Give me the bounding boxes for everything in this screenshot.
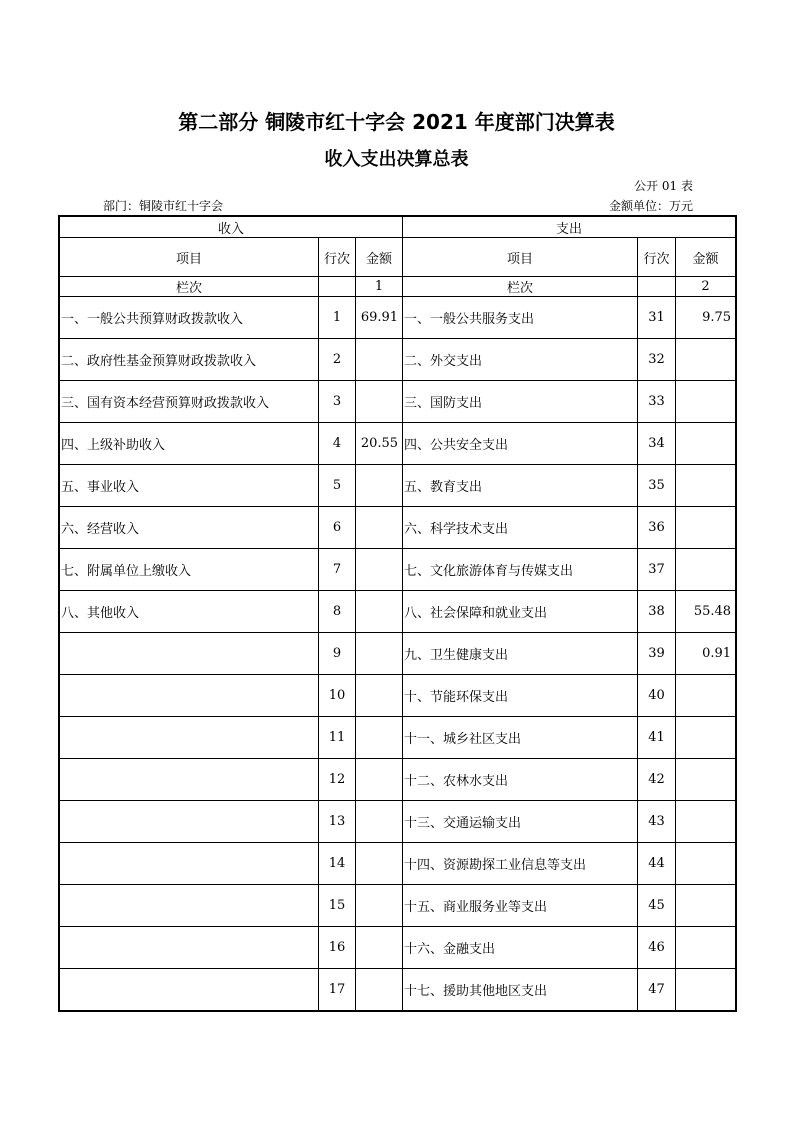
table-row — [60, 717, 736, 759]
income-item-cell — [60, 759, 319, 801]
column-index-row — [60, 277, 736, 297]
income-amount-cell — [356, 717, 403, 759]
income-amount-cell — [356, 801, 403, 843]
table-row — [60, 591, 736, 633]
expense-line-cell: 38 — [638, 591, 676, 633]
expense-item-cell: 十七、援助其他地区支出 — [403, 969, 638, 1011]
income-item-cell — [60, 801, 319, 843]
income-amount-cell — [356, 633, 403, 675]
table-row — [60, 969, 736, 1011]
column-header-row — [60, 238, 736, 277]
expense-line-cell: 39 — [638, 633, 676, 675]
expense-item-cell: 七、文化旅游体育与传媒支出 — [403, 549, 638, 591]
income-line-cell: 15 — [319, 885, 356, 927]
income-expense-table — [59, 216, 736, 1011]
income-item-cell — [60, 969, 319, 1011]
income-item-cell: 八、其他收入 — [60, 591, 319, 633]
expense-line-cell: 41 — [638, 717, 676, 759]
table-row — [60, 759, 736, 801]
income-amount-cell — [356, 381, 403, 423]
income-line-cell: 13 — [319, 801, 356, 843]
expense-amount-cell — [676, 381, 736, 423]
income-line-cell: 9 — [319, 633, 356, 675]
expense-line-cell: 34 — [638, 423, 676, 465]
income-line-cell: 3 — [319, 381, 356, 423]
section-header-row — [60, 217, 736, 238]
income-amount-cell: 69.91 — [356, 297, 403, 339]
table-row — [60, 381, 736, 423]
income-lanci-label: 栏次 — [60, 277, 319, 297]
expense-line-cell: 37 — [638, 549, 676, 591]
expense-amount-cell: 55.48 — [676, 591, 736, 633]
income-amount-cell — [356, 885, 403, 927]
table-row — [60, 339, 736, 381]
expense-amount-cell — [676, 717, 736, 759]
expense-item-cell: 四、公共安全支出 — [403, 423, 638, 465]
expense-item-cell: 十五、商业服务业等支出 — [403, 885, 638, 927]
expense-line-cell: 36 — [638, 507, 676, 549]
expense-lanci-label: 栏次 — [403, 277, 638, 297]
table-row — [60, 549, 736, 591]
income-item-cell: 五、事业收入 — [60, 465, 319, 507]
expense-item-cell: 二、外交支出 — [403, 339, 638, 381]
table-row — [60, 843, 736, 885]
income-item-header: 项目 — [60, 238, 319, 277]
expense-amount-cell — [676, 759, 736, 801]
table-row — [60, 423, 736, 465]
income-line-cell: 8 — [319, 591, 356, 633]
expense-line-cell: 46 — [638, 927, 676, 969]
expense-lanci-empty — [638, 277, 676, 297]
expense-line-cell: 43 — [638, 801, 676, 843]
expense-amount-cell — [676, 339, 736, 381]
expense-amount-header: 金额 — [676, 238, 736, 277]
income-amount-cell — [356, 969, 403, 1011]
expense-amount-cell — [676, 927, 736, 969]
income-amount-cell — [356, 549, 403, 591]
expense-item-header: 项目 — [403, 238, 638, 277]
income-item-cell: 二、政府性基金预算财政拨款收入 — [60, 339, 319, 381]
expense-line-header: 行次 — [638, 238, 676, 277]
table-row — [60, 507, 736, 549]
expense-amount-cell — [676, 549, 736, 591]
expense-line-cell: 44 — [638, 843, 676, 885]
income-line-cell: 17 — [319, 969, 356, 1011]
expense-amount-cell — [676, 885, 736, 927]
expense-amount-cell — [676, 801, 736, 843]
expense-item-cell: 十六、金融支出 — [403, 927, 638, 969]
expense-lanci-number: 2 — [676, 277, 736, 297]
expense-amount-cell — [676, 423, 736, 465]
table-row — [60, 633, 736, 675]
expense-amount-cell: 9.75 — [676, 297, 736, 339]
table-row — [60, 675, 736, 717]
income-item-cell: 一、一般公共预算财政拨款收入 — [60, 297, 319, 339]
income-item-cell — [60, 675, 319, 717]
page-title: 第二部分 铜陵市红十字会 2021 年度部门决算表 — [178, 110, 615, 134]
income-item-cell: 六、经营收入 — [60, 507, 319, 549]
income-item-cell — [60, 633, 319, 675]
expense-line-cell: 32 — [638, 339, 676, 381]
income-line-cell: 10 — [319, 675, 356, 717]
expense-item-cell: 十一、城乡社区支出 — [403, 717, 638, 759]
expense-amount-cell — [676, 675, 736, 717]
page-subtitle: 收入支出决算总表 — [324, 149, 469, 170]
income-amount-cell — [356, 465, 403, 507]
income-item-cell — [60, 717, 319, 759]
income-line-cell: 4 — [319, 423, 356, 465]
income-line-cell: 14 — [319, 843, 356, 885]
income-section-header: 收入 — [60, 217, 403, 238]
table-row — [60, 465, 736, 507]
income-item-cell: 四、上级补助收入 — [60, 423, 319, 465]
income-amount-cell — [356, 759, 403, 801]
expense-amount-cell — [676, 507, 736, 549]
income-amount-cell — [356, 927, 403, 969]
income-line-cell: 16 — [319, 927, 356, 969]
expense-line-cell: 42 — [638, 759, 676, 801]
income-line-cell: 12 — [319, 759, 356, 801]
expense-line-cell: 40 — [638, 675, 676, 717]
table-row — [60, 801, 736, 843]
expense-section-header: 支出 — [403, 217, 736, 238]
expense-item-cell: 十二、农林水支出 — [403, 759, 638, 801]
expense-amount-cell: 0.91 — [676, 633, 736, 675]
income-item-cell — [60, 885, 319, 927]
expense-line-cell: 31 — [638, 297, 676, 339]
expense-item-cell: 十四、资源勘探工业信息等支出 — [403, 843, 638, 885]
expense-item-cell: 三、国防支出 — [403, 381, 638, 423]
amount-unit-label: 金额单位：万元 — [608, 199, 693, 213]
income-line-cell: 6 — [319, 507, 356, 549]
income-line-cell: 7 — [319, 549, 356, 591]
income-lanci-empty — [319, 277, 356, 297]
income-item-cell — [60, 843, 319, 885]
income-amount-cell: 20.55 — [356, 423, 403, 465]
income-line-cell: 11 — [319, 717, 356, 759]
income-lanci-number: 1 — [356, 277, 403, 297]
expense-line-cell: 47 — [638, 969, 676, 1011]
income-amount-cell — [356, 675, 403, 717]
income-amount-cell — [356, 507, 403, 549]
table-row — [60, 927, 736, 969]
expense-item-cell: 十三、交通运输支出 — [403, 801, 638, 843]
income-amount-header: 金额 — [356, 238, 403, 277]
income-line-cell: 5 — [319, 465, 356, 507]
income-amount-cell — [356, 591, 403, 633]
expense-amount-cell — [676, 843, 736, 885]
expense-amount-cell — [676, 465, 736, 507]
income-item-cell — [60, 927, 319, 969]
department-label: 部门：铜陵市红十字会 — [103, 199, 224, 213]
expense-item-cell: 八、社会保障和就业支出 — [403, 591, 638, 633]
income-amount-cell — [356, 339, 403, 381]
expense-line-cell: 33 — [638, 381, 676, 423]
income-item-cell: 三、国有资本经营预算财政拨款收入 — [60, 381, 319, 423]
expense-item-cell: 六、科学技术支出 — [403, 507, 638, 549]
table-row — [60, 297, 736, 339]
expense-item-cell: 五、教育支出 — [403, 465, 638, 507]
table-row — [60, 885, 736, 927]
form-number: 公开 01 表 — [634, 179, 693, 193]
income-line-header: 行次 — [319, 238, 356, 277]
expense-line-cell: 45 — [638, 885, 676, 927]
expense-item-cell: 一、一般公共服务支出 — [403, 297, 638, 339]
expense-amount-cell — [676, 969, 736, 1011]
income-item-cell: 七、附属单位上缴收入 — [60, 549, 319, 591]
expense-line-cell: 35 — [638, 465, 676, 507]
income-amount-cell — [356, 843, 403, 885]
income-line-cell: 1 — [319, 297, 356, 339]
expense-item-cell: 十、节能环保支出 — [403, 675, 638, 717]
expense-item-cell: 九、卫生健康支出 — [403, 633, 638, 675]
income-line-cell: 2 — [319, 339, 356, 381]
